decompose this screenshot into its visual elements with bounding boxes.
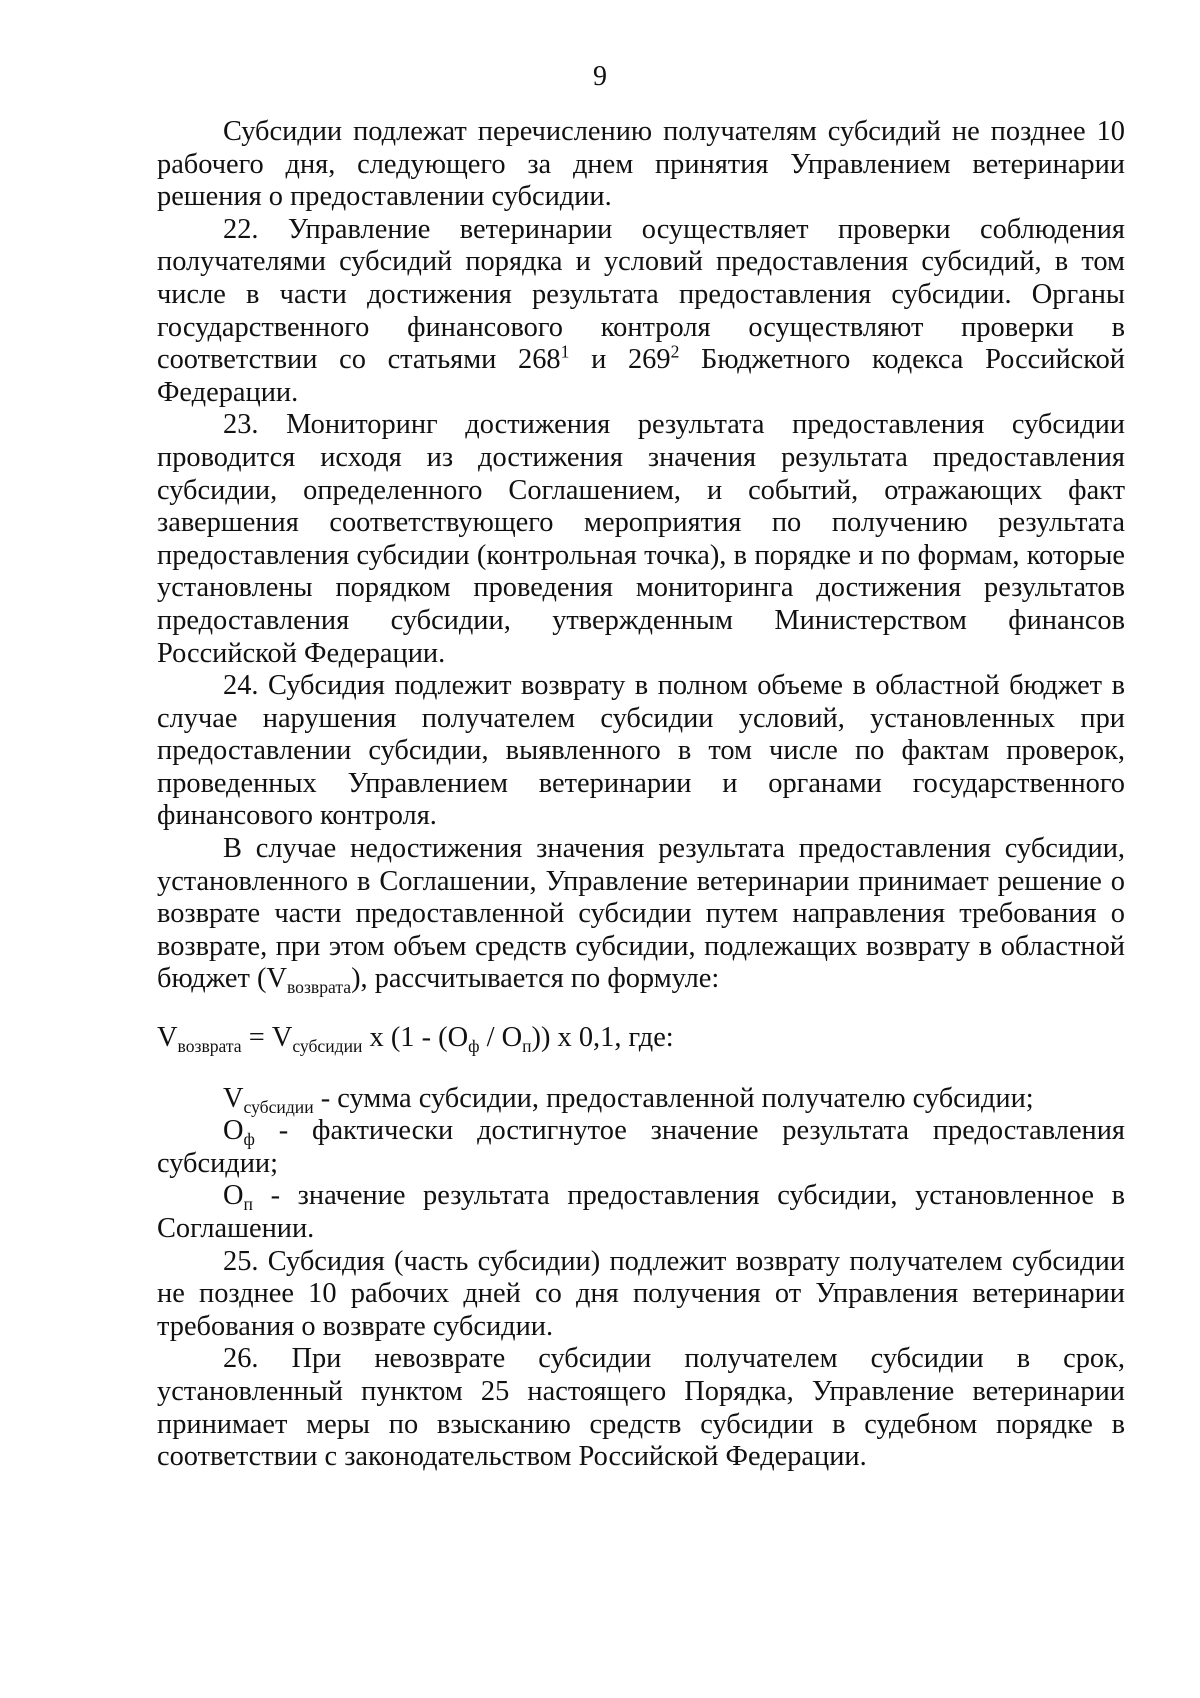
paragraph-22-text-c: Бюджетного кодекса Российской Федерации. bbox=[157, 344, 1125, 408]
paragraph-22 bbox=[157, 214, 1125, 410]
paragraph-24-second-text-a: В случае недостижения значения результата предоставления субсидии, установленного в Соглашении, Управление ветеринарии принимает решение о возврате части предоставленной субсидии путем направления требования о возврате, при этом объем средств субсидии, подлежащих возврату в областной бюджет (V bbox=[157, 833, 1125, 995]
document-body bbox=[157, 116, 1125, 1474]
formula-v1: V bbox=[157, 1022, 178, 1054]
paragraph-24: 24. Субсидия подлежит возврату в полном объеме в областной бюджет в случае нарушения получателем субсидии условий, установленных при предоставлении субсидии, выявленного в том числе по фактам проверок, проведенных Управлением ветеринарии и органами государственного финансового контроля. bbox=[157, 670, 1125, 832]
paragraph-26: 26. При невозврате субсидии получателем субсидии в срок, установленный пунктом 25 настоящего Порядка, Управление ветеринарии принимает меры по взысканию средств субсидии в судебном порядке в соответствии с законодательством Российской Федерации. bbox=[157, 1343, 1125, 1473]
definition-v-text: - сумма субсидии, предоставленной получателю субсидии; bbox=[313, 1082, 1034, 1114]
formula-v1-sub: возврата bbox=[177, 1036, 242, 1057]
superscript-1: 1 bbox=[560, 341, 570, 362]
formula-op-sub: п bbox=[522, 1036, 532, 1057]
subscript-vozvrata: возврата bbox=[286, 977, 352, 998]
paragraph-22-text-a: 22. Управление ветеринарии осуществляет проверки соблюдения получателями субсидий порядка и условий предоставления субсидий, в том числе в части достижения результата предоставления субсидии. Органы государственного финансового контроля осуществляют проверки в соответствии со статьями 268 bbox=[157, 213, 1125, 376]
paragraph-21-continuation: Субсидии подлежат перечислению получателям субсидий не позднее 10 рабочего дня, следующего за днем принятия Управлением ветеринарии решения о предоставлении субсидии. bbox=[157, 116, 1125, 213]
formula-rest-a: x (1 - (О bbox=[362, 1022, 469, 1054]
definition-op-sub: п bbox=[243, 1194, 253, 1215]
definition-o-f bbox=[157, 1115, 1125, 1180]
formula-equals-v2: = V bbox=[241, 1022, 293, 1054]
definition-v-subsidii bbox=[157, 1083, 1125, 1116]
return-formula bbox=[157, 1022, 1125, 1055]
definition-v-sub: субсидии bbox=[243, 1096, 314, 1117]
definition-of-symbol: О bbox=[223, 1115, 244, 1147]
formula-of-sub: ф bbox=[468, 1036, 480, 1057]
paragraph-24-second bbox=[157, 833, 1125, 996]
definition-op-symbol: О bbox=[223, 1180, 244, 1212]
paragraph-23: 23. Мониторинг достижения результата предоставления субсидии проводится исходя из достижения значения результата предоставления субсидии, определенного Соглашением, и событий, отражающих факт завершения соответствующего мероприятия по получению результата предоставления субсидии (контрольная точка), в порядке и по формам, которые установлены порядком проведения мониторинга достижения результатов предоставления субсидии, утвержденным Министерством финансов Российской Федерации. bbox=[157, 409, 1125, 669]
paragraph-24-second-text-b: ), рассчитывается по формуле: bbox=[351, 963, 720, 995]
paragraph-22-text-b: и 269 bbox=[569, 344, 671, 376]
formula-v2-sub: субсидии bbox=[292, 1036, 363, 1057]
page-number: 9 bbox=[593, 61, 607, 92]
formula-rest-c: )) x 0,1, где: bbox=[531, 1022, 674, 1054]
formula-rest-b: / О bbox=[479, 1022, 523, 1054]
definition-of-sub: ф bbox=[243, 1129, 255, 1150]
definition-op-text: - значение результата предоставления субсидии, установленное в Соглашении. bbox=[157, 1180, 1125, 1244]
definition-v-symbol: V bbox=[223, 1082, 244, 1114]
paragraph-25: 25. Субсидия (часть субсидии) подлежит возврату получателем субсидии не позднее 10 рабочих дней со дня получения от Управления ветеринарии требования о возврате субсидии. bbox=[157, 1245, 1125, 1342]
definition-of-text: - фактически достигнутое значение результата предоставления субсидии; bbox=[157, 1115, 1125, 1179]
definition-o-p bbox=[157, 1180, 1125, 1245]
superscript-2: 2 bbox=[670, 341, 680, 362]
